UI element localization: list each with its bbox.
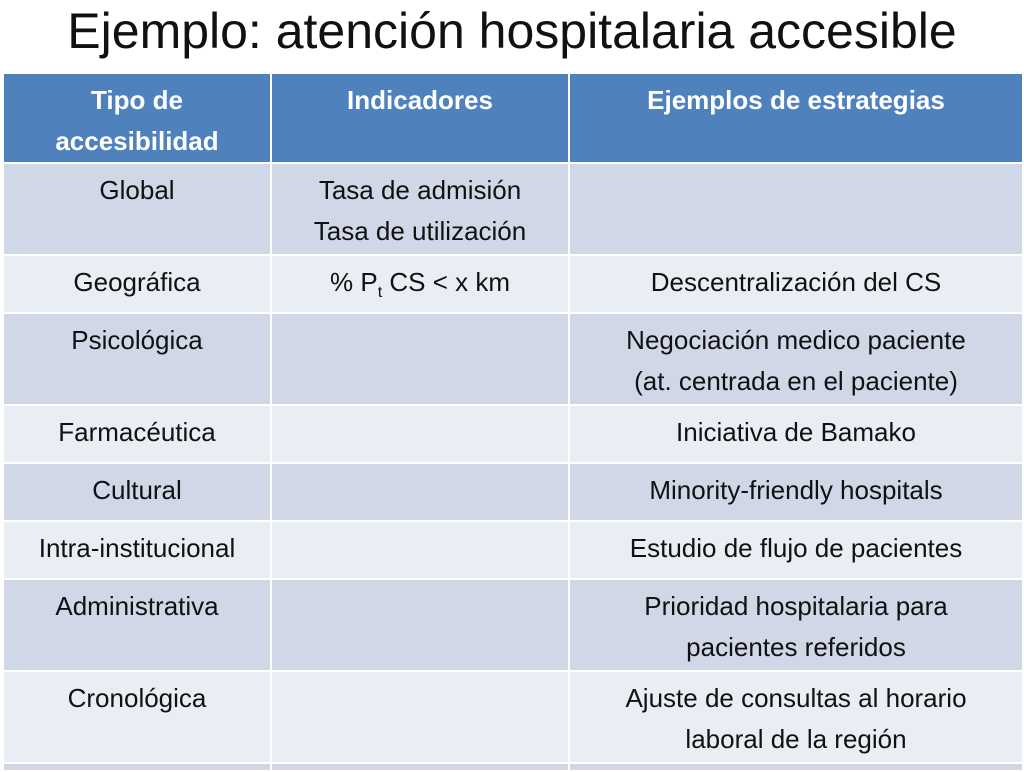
strategy-cell: Iniciativa de Bamako [569,405,1023,463]
table-row [3,313,1023,405]
type-cell: Geográfica [3,255,271,313]
strategy-line: laboral de la región [685,724,907,754]
indicator-suffix: CS < x km [382,267,510,297]
type-cell: Cultural [3,463,271,521]
table-row [3,521,1023,579]
table-row [3,671,1023,763]
strategy-cell [569,579,1023,671]
header-row [3,73,1023,163]
strategy-cell: Minority-friendly hospitals [569,463,1023,521]
strategy-line: (at. centrada en el paciente) [634,366,958,396]
indicator-cell [271,255,569,313]
type-cell: Farmacéutica [3,405,271,463]
strategy-cell [569,313,1023,405]
header-type-line2: accesibilidad [55,126,219,156]
indicator-cell [271,521,569,579]
strategy-cell [569,163,1023,255]
indicator-cell [271,671,569,763]
table-row [3,255,1023,313]
table-row [3,163,1023,255]
indicator-prefix: % P [330,267,378,297]
strategy-line: Negociación medico paciente [626,325,966,355]
indicator-subscript: t [377,284,383,301]
empty-cell [3,763,271,771]
type-cell: Cronológica [3,671,271,763]
type-cell: Intra-institucional [3,521,271,579]
strategy-line: pacientes referidos [686,632,906,662]
header-type-line1: Tipo de [91,85,183,115]
indicator-cell [271,163,569,255]
table-row [3,463,1023,521]
strategy-cell: Descentralización del CS [569,255,1023,313]
type-cell: Psicológica [3,313,271,405]
indicator-line: Tasa de admisión [318,175,522,205]
type-cell: Administrativa [3,579,271,671]
header-indicators: Indicadores [271,73,569,163]
table-row [3,579,1023,671]
header-strategies: Ejemplos de estrategias [569,73,1023,163]
strategy-line: Prioridad hospitalaria para [644,591,948,621]
accessibility-table [2,72,1024,772]
strategy-line: Ajuste de consultas al horario [625,683,967,713]
empty-cell [569,763,1023,771]
header-type [3,73,271,163]
strategy-cell [569,671,1023,763]
indicator-cell [271,405,569,463]
type-cell: Global [3,163,271,255]
empty-cell [271,763,569,771]
indicator-cell [271,579,569,671]
slide-title: Ejemplo: atención hospitalaria accesible [67,3,957,59]
indicator-cell [271,313,569,405]
indicator-line: Tasa de utilización [313,216,527,246]
table-row-partial [3,763,1023,771]
strategy-cell: Estudio de flujo de pacientes [569,521,1023,579]
indicator-cell [271,463,569,521]
table-row [3,405,1023,463]
